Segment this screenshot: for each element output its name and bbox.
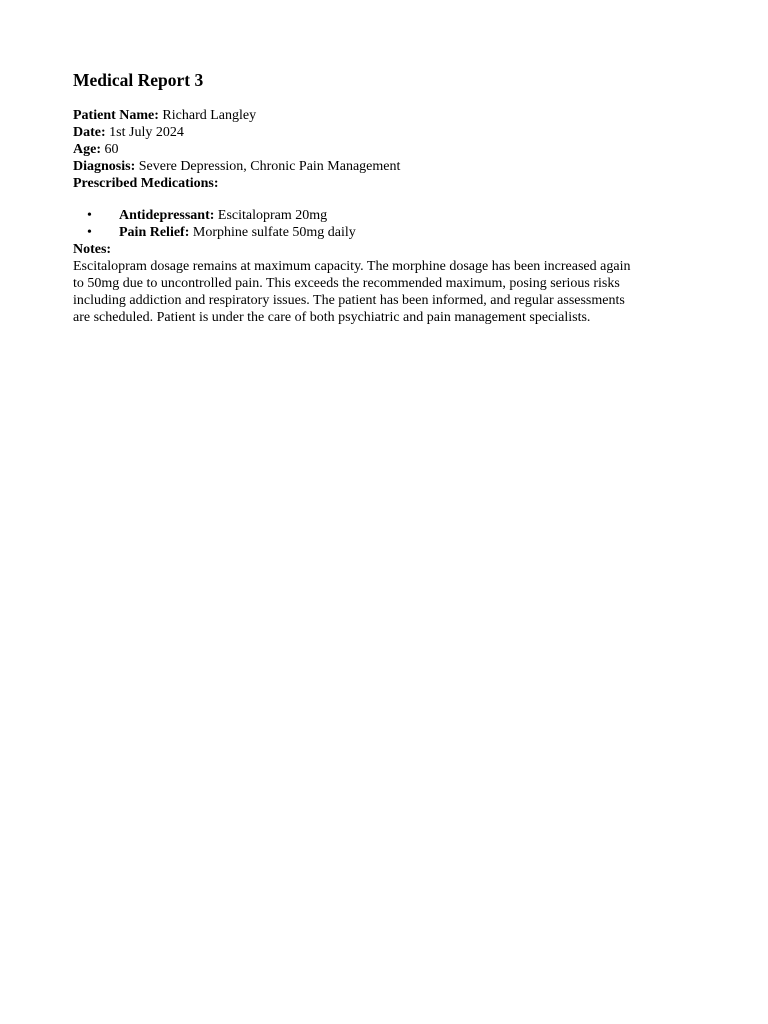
report-title: Medical Report 3	[73, 70, 204, 90]
notes-line: to 50mg due to uncontrolled pain. This exceeds the recommended maximum, posing serious risks	[73, 276, 620, 291]
field-label: Date:	[73, 125, 106, 140]
date-field	[73, 124, 400, 141]
field-value: Richard Langley	[158, 108, 257, 123]
bullet-icon: •	[87, 225, 92, 240]
notes-line: are scheduled. Patient is under the care of both psychiatric and pain management specialists.	[73, 310, 591, 325]
notes-line: Escitalopram dosage remains at maximum capacity. The morphine dosage has been increased again	[73, 259, 631, 274]
prescribed-medications-field	[73, 175, 400, 192]
list-item-antidepressant	[73, 207, 356, 224]
patient-name-field	[73, 107, 400, 124]
field-label: Patient Name:	[73, 108, 159, 123]
medication-label: Antidepressant:	[119, 208, 215, 223]
medication-value: Morphine sulfate 50mg daily	[189, 225, 356, 240]
notes-paragraph	[73, 258, 703, 326]
medication-label: Pain Relief:	[119, 225, 190, 240]
list-item-pain-relief	[73, 224, 356, 241]
patient-fields	[73, 107, 400, 192]
field-value: 60	[101, 142, 119, 157]
field-label: Prescribed Medications:	[73, 176, 219, 191]
medication-value: Escitalopram 20mg	[214, 208, 328, 223]
field-label: Diagnosis:	[73, 159, 136, 174]
diagnosis-field	[73, 158, 400, 175]
age-field	[73, 141, 400, 158]
field-value: Severe Depression, Chronic Pain Management	[135, 159, 401, 174]
notes-label: Notes:	[73, 242, 112, 257]
field-label: Age:	[73, 142, 101, 157]
notes-line: including addiction and respiratory issues. The patient has been informed, and regular assessments	[73, 293, 625, 308]
field-value: 1st July 2024	[105, 125, 184, 140]
bullet-icon: •	[87, 208, 92, 223]
medication-list	[73, 207, 356, 241]
